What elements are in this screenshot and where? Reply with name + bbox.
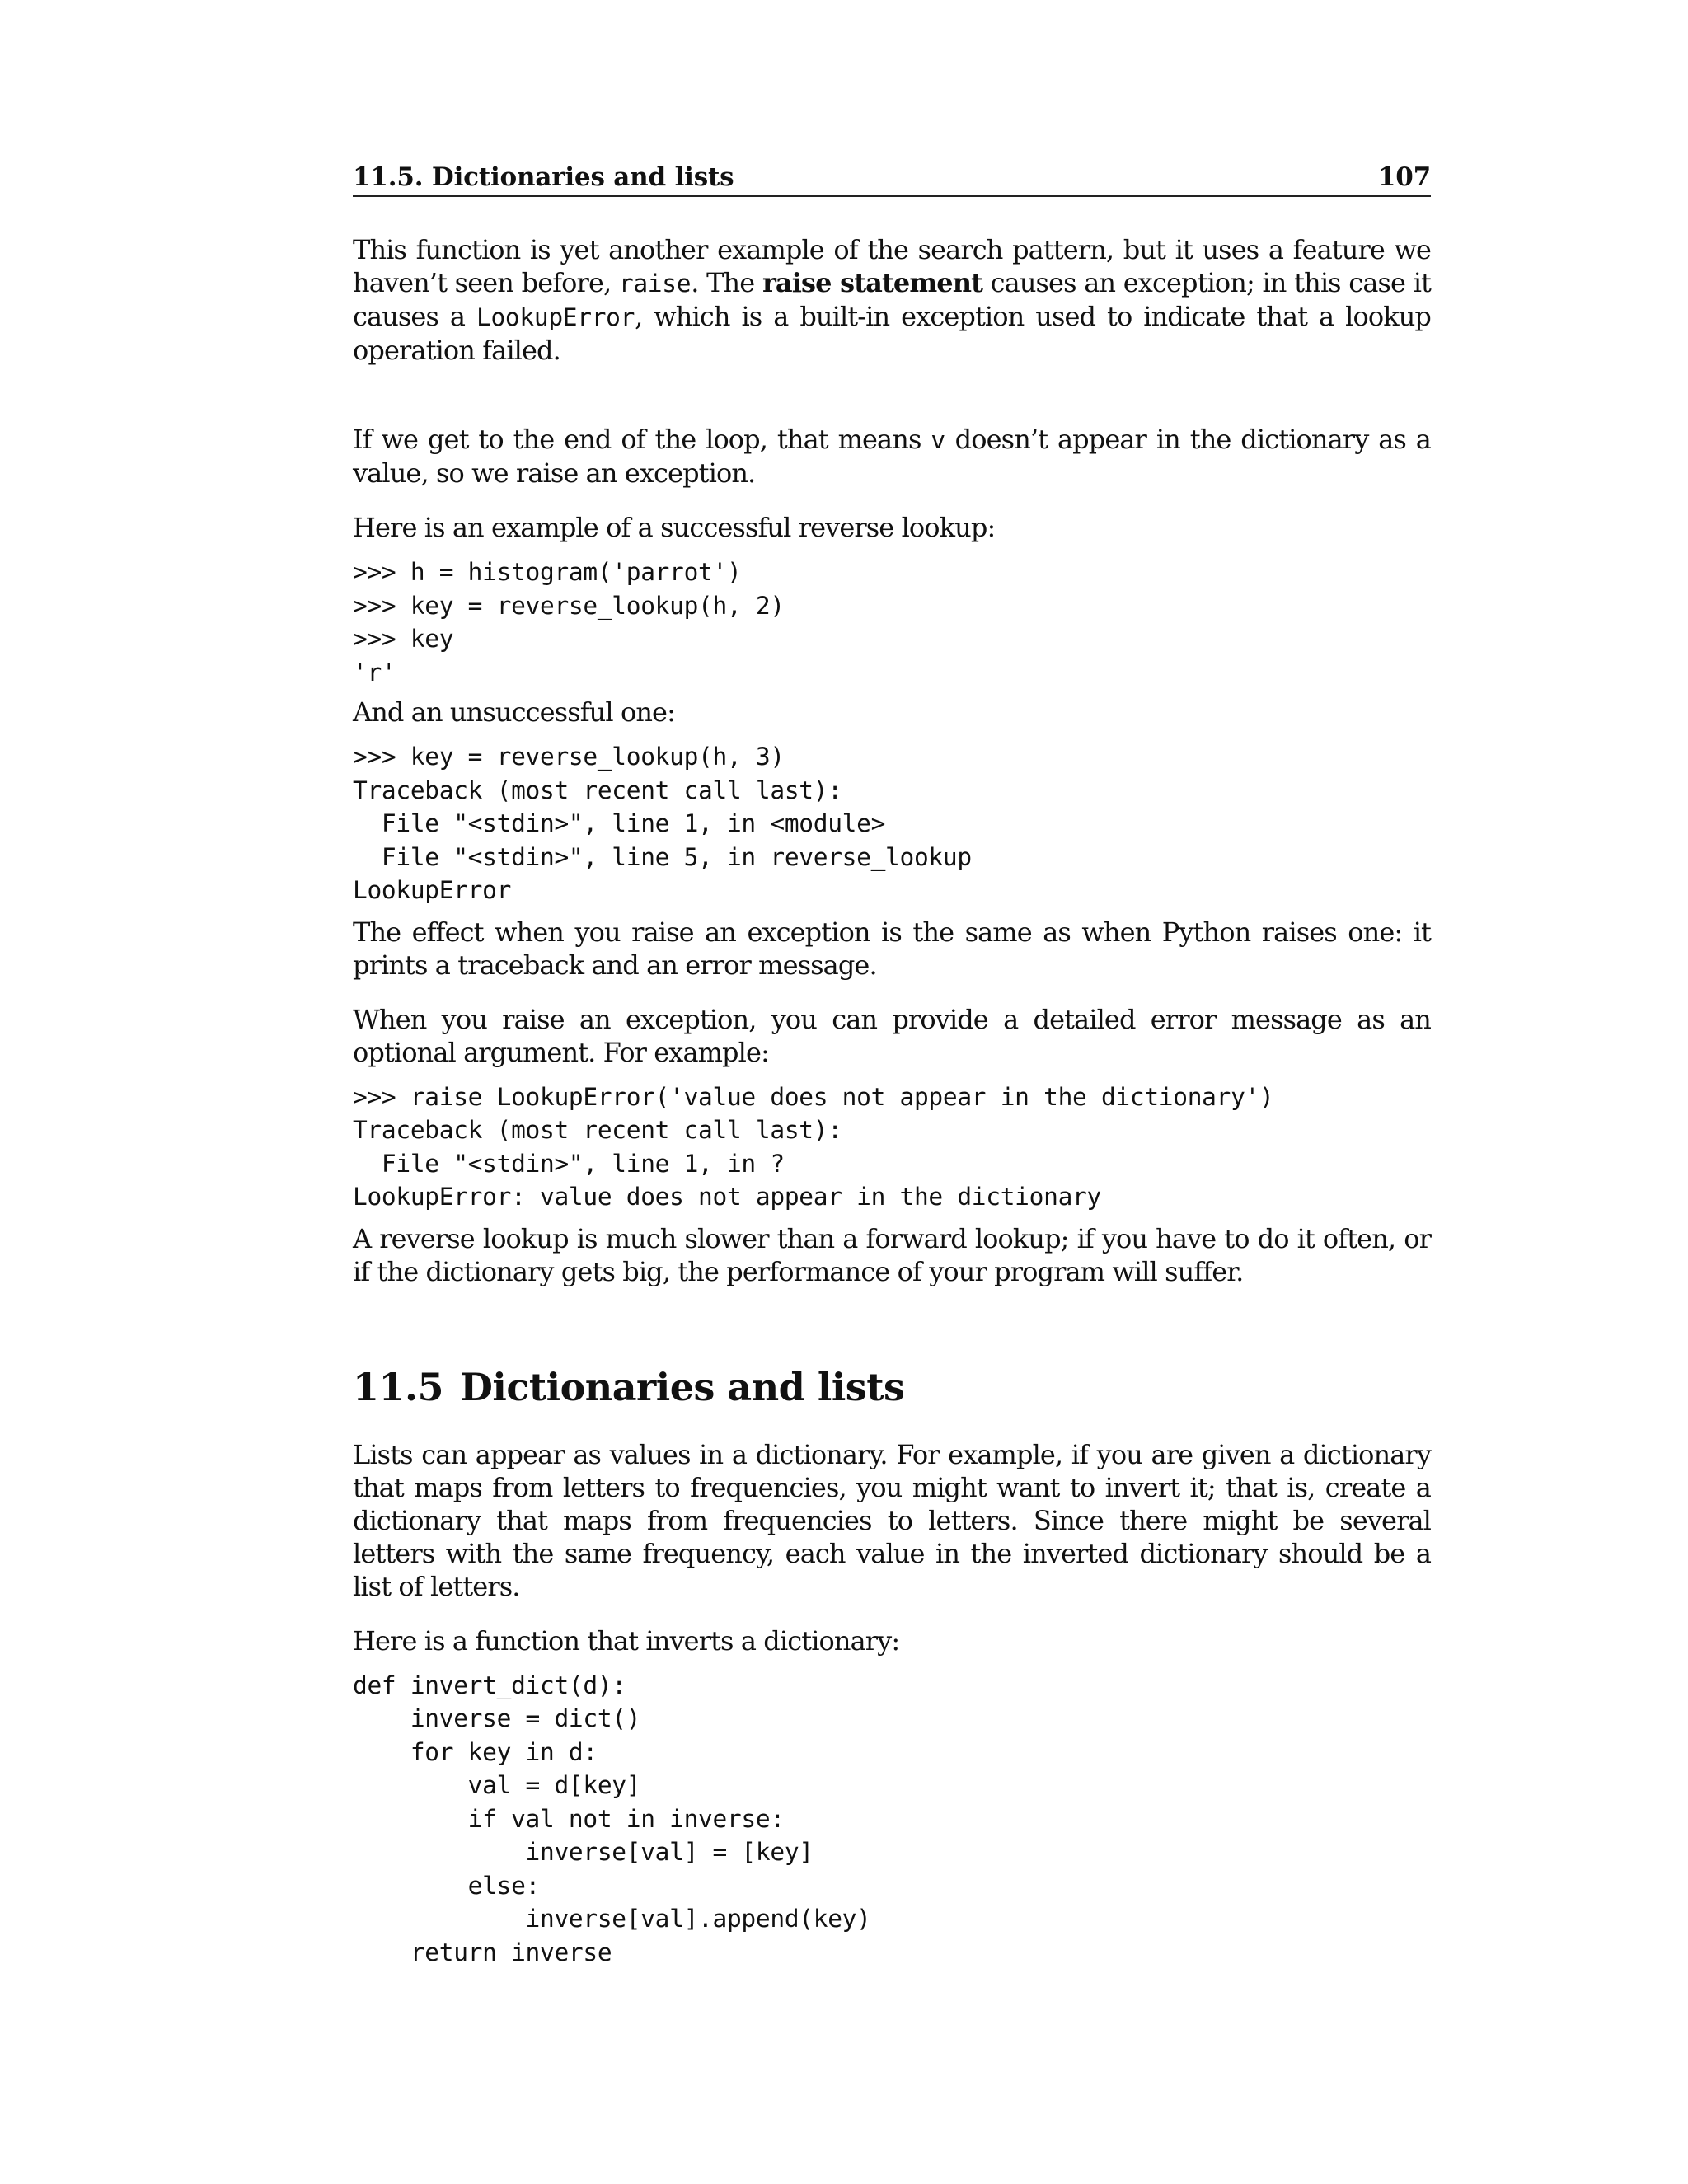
paragraph-raise-effect: The effect when you raise an exception is the same as when Python raises one: it prints a traceback and an error message. [353, 916, 1431, 981]
paragraph-raise-intro: This function is yet another example of the search pattern, but it uses a feature we haven’t seen before, raise. The raise statement causes an exception; in this case it causes a LookupError, which is a built-in exception used to indicate that a lookup operation failed. [353, 234, 1432, 366]
running-header-title: 11.5. Dictionaries and lists [353, 162, 734, 192]
code-block-successful-lookup: >>> h = histogram('parrot') >>> key = reverse_lookup(h, 2) >>> key 'r' [353, 558, 785, 687]
paragraph-invert-intro: Here is a function that inverts a dictionary: [353, 1624, 900, 1657]
section-title: Dictionaries and lists [460, 1364, 905, 1409]
inline-code-lookuperror: LookupError [476, 303, 635, 331]
paragraph-unsuccessful-intro: And an unsuccessful one: [353, 696, 675, 728]
code-block-raise-lookuperror: >>> raise LookupError('value does not appear in the dictionary') Traceback (most recent call last): File "<stdin>", line 1, in ? LookupError: value does not appear in the dictionary [353, 1082, 1274, 1211]
section-heading [353, 1364, 1431, 1410]
code-block-unsuccessful-lookup: >>> key = reverse_lookup(h, 3) Traceback (most recent call last): File "<stdin>", line 1, in <module> File "<stdin>", line 5, in reverse_lookup LookupError [353, 743, 972, 904]
inline-code-raise: raise [618, 269, 692, 298]
paragraph-error-message: When you raise an exception, you can provide a detailed error message as an optional argument. For example: [353, 1003, 1431, 1068]
inline-code-v: v [931, 426, 945, 454]
book-page [353, 162, 1431, 1969]
paragraph-end-of-loop: If we get to the end of the loop, that means v doesn’t appear in the dictionary as a value, so we raise an exception. [353, 424, 1431, 489]
bold-term-raise-statement: raise statement [762, 267, 982, 298]
code-block-invert-dict: def invert_dict(d): inverse = dict() for key in d: val = d[key] if val not in inverse: inverse[val] = [key] else: inverse[val].append(key) return inverse [353, 1671, 871, 1966]
paragraph-performance: A reverse lookup is much slower than a forward lookup; if you have to do it often, or if the dictionary gets big, the performance of your program will suffer. [353, 1222, 1431, 1287]
section-number: 11.5 [353, 1364, 444, 1409]
paragraph-success-example-intro: Here is an example of a successful reverse lookup: [353, 512, 996, 543]
running-header [353, 162, 1431, 197]
page-number: 107 [1377, 162, 1431, 192]
paragraph-lists-as-values: Lists can appear as values in a dictionary. For example, if you are given a dictionary that maps from letters to frequencies, you might want to invert it; that is, create a dictionary that maps from frequencies to letters. Since there might be several letters with the same frequency, each value in the inverted dictionary should be a list of letters. [353, 1438, 1431, 1602]
